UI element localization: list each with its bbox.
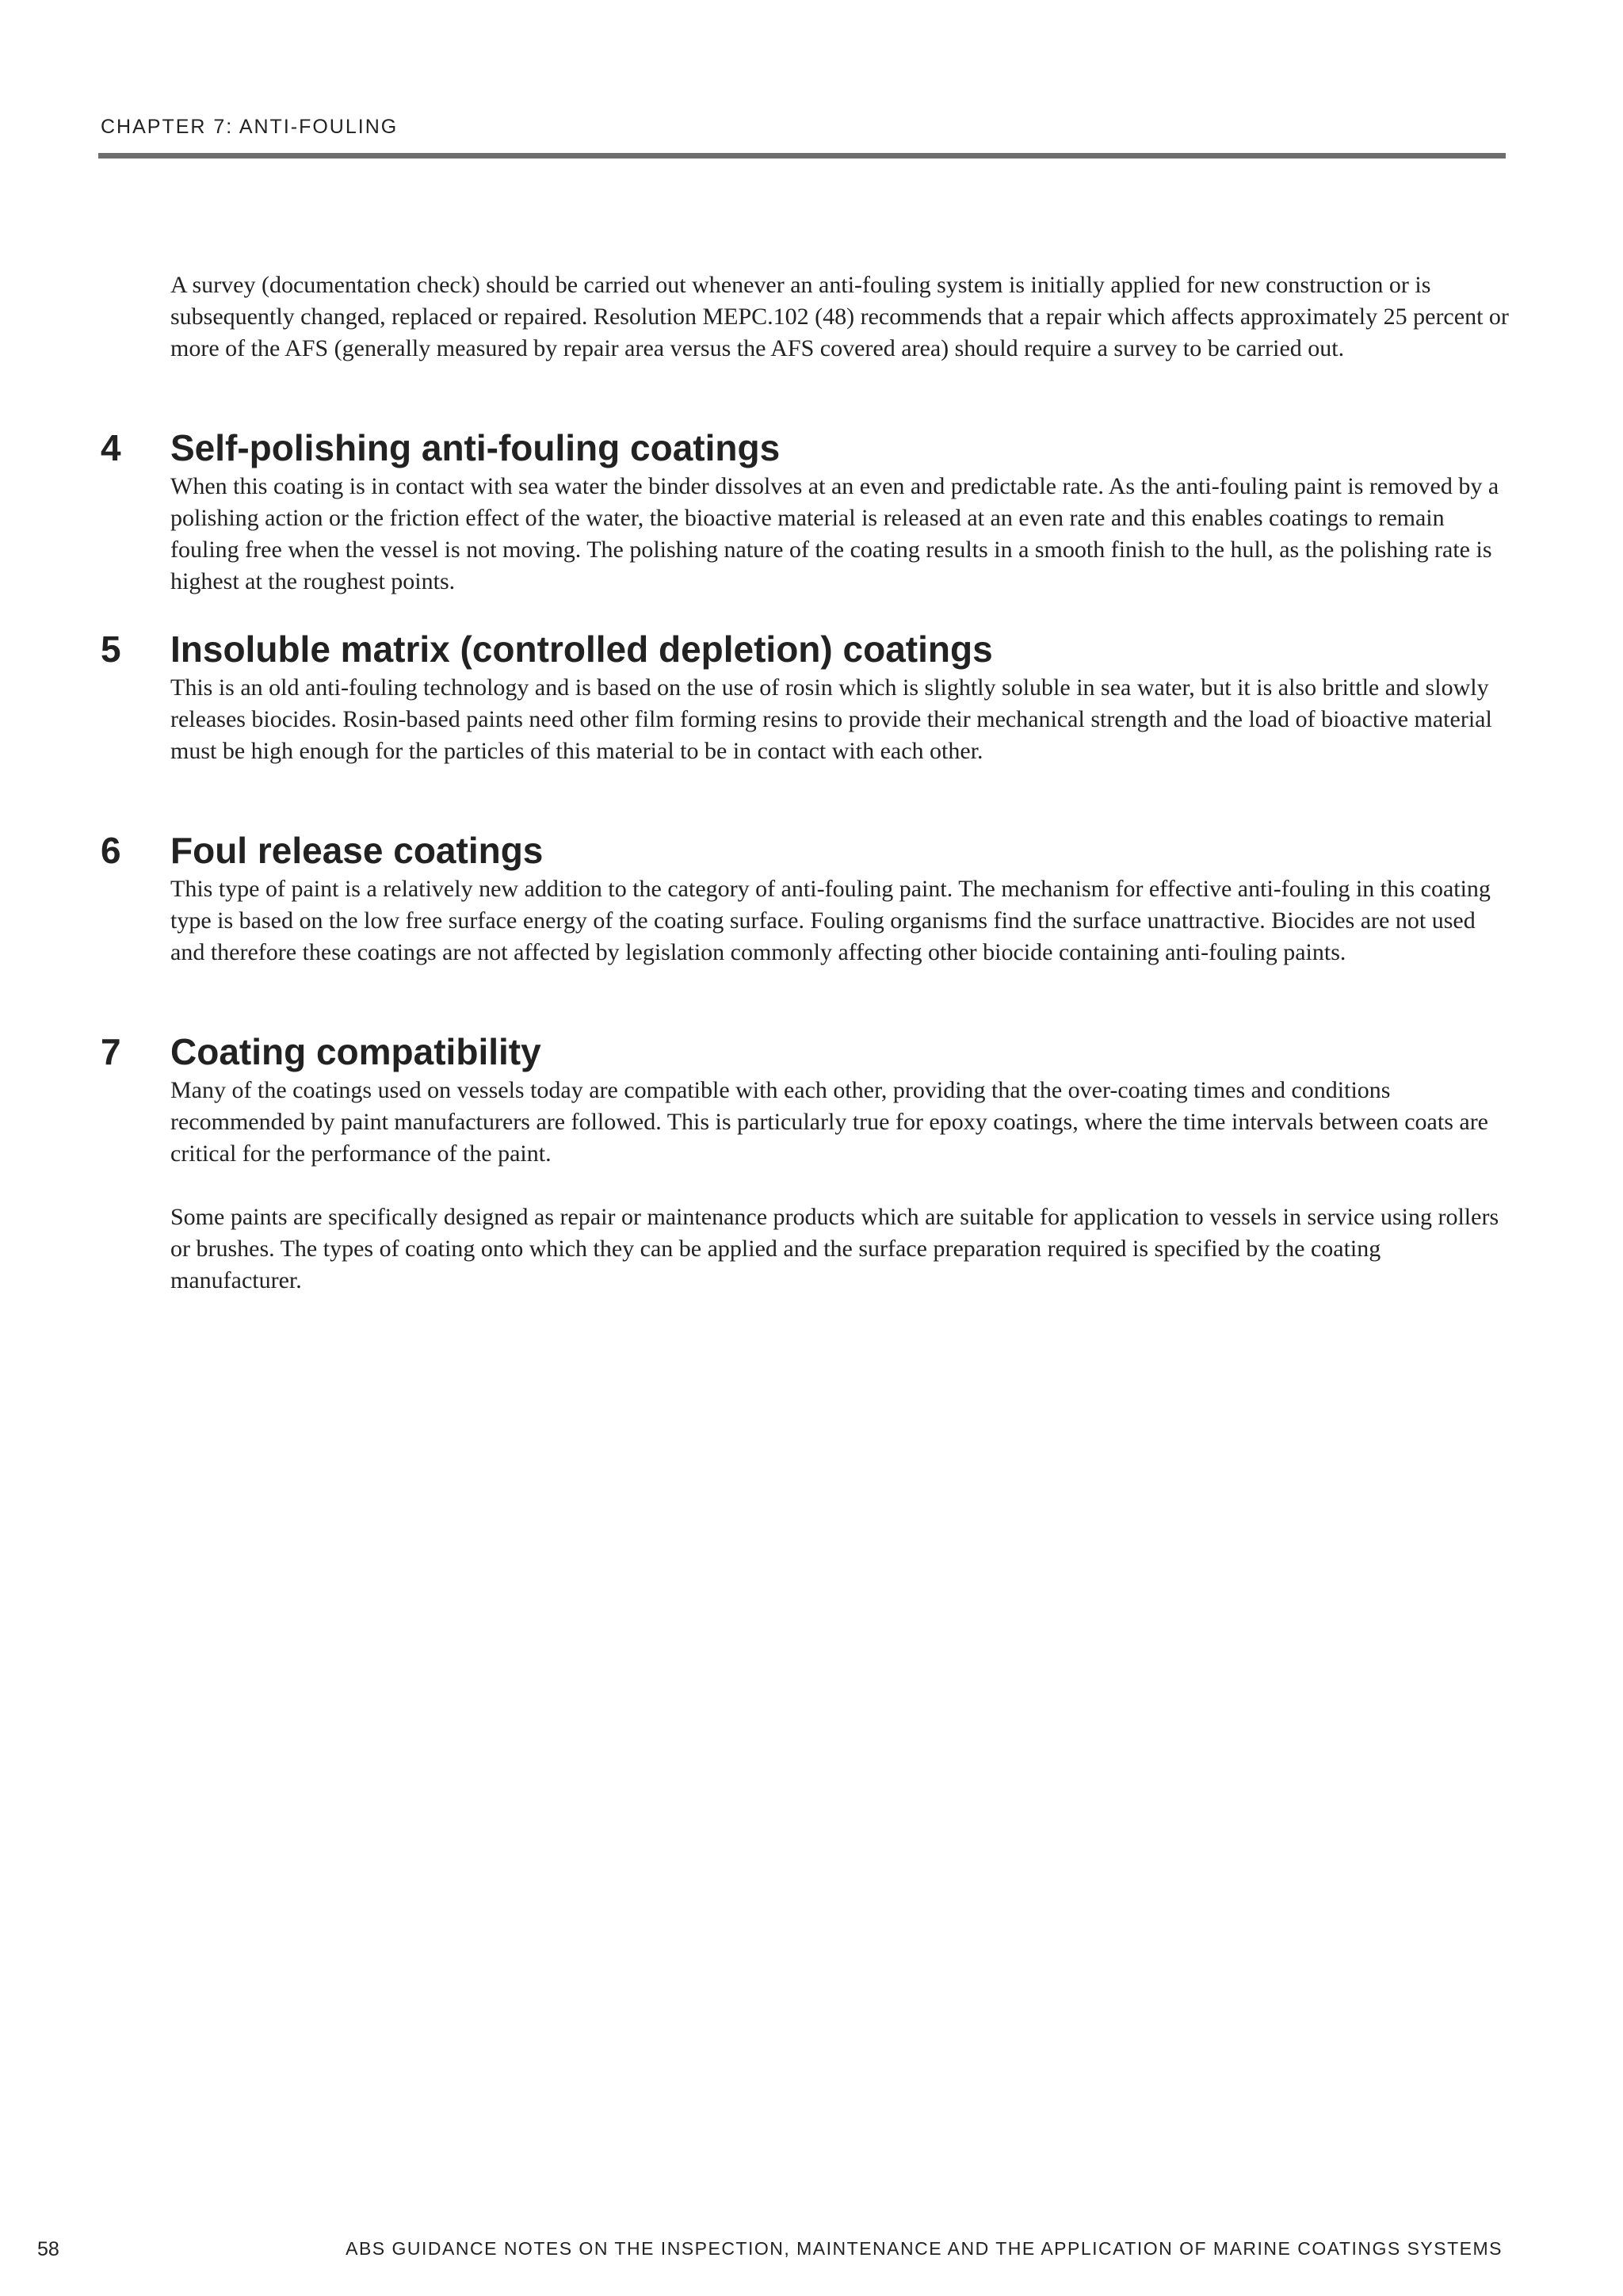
- section-6-heading: Foul release coatings: [170, 830, 544, 871]
- section-4-heading: Self-polishing anti-fouling coatings: [170, 427, 781, 468]
- section-7-number: 7: [101, 1031, 121, 1072]
- header-rule: [98, 153, 1506, 159]
- page-number: 58: [37, 2238, 59, 2260]
- section-4-paragraph: When this coating is in contact with sea water the binder dissolves at an even and predictable rate. As the anti-fouling paint is removed by a polishing action or the friction effect of the water, the bioactive material is released at an even rate and this enables coatings to remain fouling free when the vessel is not moving. The polishing nature of the coating results in a smooth finish to the hull, as the polishing rate is highest at the roughest points.: [170, 473, 1499, 594]
- section-7-paragraph-2: Some paints are specifically designed as repair or maintenance products which are suitable for application to vessels in service using rollers or brushes. The types of coating onto which they can be applied and the surface preparation required is specified by the coating manufacturer.: [170, 1204, 1499, 1293]
- section-6-number: 6: [101, 830, 121, 871]
- intro-paragraph: A survey (documentation check) should be carried out whenever an anti-fouling system is initially applied for new construction or is subsequently changed, replaced or repaired. Resolution MEPC.102 (48) recommends that a repair which affects approximately 25 percent or more of the AFS (generally measured by repair area versus the AFS covered area) should require a survey to be carried out.: [170, 272, 1509, 361]
- section-4-number: 4: [101, 427, 121, 468]
- section-5-heading: Insoluble matrix (controlled depletion) coatings: [170, 628, 993, 670]
- section-6-paragraph: This type of paint is a relatively new addition to the category of anti-fouling paint. The mechanism for effective anti-fouling in this coating type is based on the low free surface energy of the coating surface. Fouling organisms find the surface unattractive. Biocides are not used and therefore these coatings are not affected by legislation commonly affecting other biocide containing anti-fouling paints.: [170, 876, 1491, 965]
- section-7-heading: Coating compatibility: [170, 1031, 541, 1072]
- section-5-number: 5: [101, 628, 121, 670]
- running-head: CHAPTER 7: ANTI-FOULING: [101, 116, 399, 138]
- footer-publication-title: ABS GUIDANCE NOTES ON THE INSPECTION, MAINTENANCE AND THE APPLICATION OF MARINE COATINGS SYSTEMS: [346, 2238, 1503, 2259]
- section-5-paragraph: This is an old anti-fouling technology and is based on the use of rosin which is slightly soluble in sea water, but it is also brittle and slowly releases biocides. Rosin-based paints need other film forming resins to provide their mechanical strength and the load of bioactive material must be high enough for the particles of this material to be in contact with each other.: [170, 674, 1492, 764]
- section-7-paragraph-1: Many of the coatings used on vessels today are compatible with each other, providing that the over-coating times and conditions recommended by paint manufacturers are followed. This is particularly true for epoxy coatings, where the time intervals between coats are critical for the performance of the paint.: [170, 1077, 1488, 1167]
